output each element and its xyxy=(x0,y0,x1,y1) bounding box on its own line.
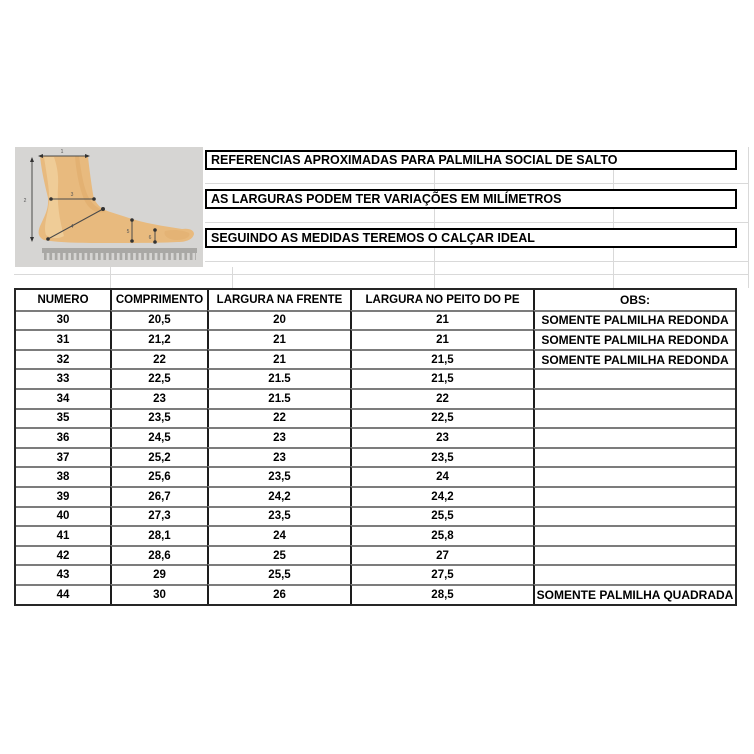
arrow-dot xyxy=(92,197,96,201)
table-header-cell: NUMERO xyxy=(37,293,89,306)
arrow-dot xyxy=(101,207,105,211)
table-cell: 27,5 xyxy=(350,564,533,584)
measure-label-3: 3 xyxy=(70,192,74,198)
arrow-dot xyxy=(130,218,134,222)
notice-box-width-variation xyxy=(205,189,737,209)
spreadsheet-gridline xyxy=(205,183,749,184)
table-cell: 25,8 xyxy=(350,525,533,545)
table-cell: 22 xyxy=(350,388,533,408)
table-cell: 44 xyxy=(16,584,110,604)
table-cell: 26 xyxy=(207,584,350,604)
table-cell: 23 xyxy=(110,388,207,408)
table-cell xyxy=(533,447,735,467)
table-cell xyxy=(533,545,735,565)
table-cell: 27 xyxy=(350,545,533,565)
table-cell: 21.5 xyxy=(207,388,350,408)
table-cell: 38 xyxy=(16,466,110,486)
table-cell xyxy=(533,525,735,545)
table-cell: 20 xyxy=(207,310,350,330)
measure-label-6: 6 xyxy=(148,235,152,241)
table-cell: 23,5 xyxy=(350,447,533,467)
table-cell: 21,5 xyxy=(350,368,533,388)
table-header-cell: LARGURA NA FRENTE xyxy=(207,290,350,310)
table-cell: 30 xyxy=(16,310,110,330)
table-cell: 43 xyxy=(16,564,110,584)
table-cell xyxy=(533,466,735,486)
spreadsheet-gridline xyxy=(110,267,111,288)
arrow-dot xyxy=(46,237,50,241)
table-cell: 28,6 xyxy=(110,545,207,565)
table-cell: 23 xyxy=(350,427,533,447)
table-cell: 21.5 xyxy=(207,368,350,388)
table-cell: 25 xyxy=(207,545,350,565)
table-cell xyxy=(533,564,735,584)
table-cell: 21,2 xyxy=(110,329,207,349)
table-cell: 24,2 xyxy=(207,486,350,506)
table-cell: 25,2 xyxy=(110,447,207,467)
table-cell: 22 xyxy=(110,349,207,369)
table-cell: SOMENTE PALMILHA REDONDA xyxy=(533,310,735,330)
table-cell: 23,5 xyxy=(207,466,350,486)
table-cell: 24,2 xyxy=(350,486,533,506)
table-cell: 21 xyxy=(350,310,533,330)
notice-box-references xyxy=(205,150,737,170)
table-cell: 27,3 xyxy=(110,506,207,526)
table-cell: 22 xyxy=(207,408,350,428)
table-cell: 34 xyxy=(16,388,110,408)
table-cell: SOMENTE PALMILHA REDONDA xyxy=(533,349,735,369)
table-header-cell: OBS: xyxy=(533,290,735,310)
measure-label-2: 2 xyxy=(23,198,27,204)
table-cell: 24 xyxy=(207,525,350,545)
table-cell: 39 xyxy=(16,486,110,506)
table-cell: 32 xyxy=(16,349,110,369)
table-cell: SOMENTE PALMILHA QUADRADA xyxy=(533,584,735,604)
notice-text: REFERENCIAS APROXIMADAS PARA PALMILHA SOCIAL DE SALTO xyxy=(211,153,618,167)
foot-figure-svg xyxy=(15,147,203,267)
table-cell: 21 xyxy=(207,349,350,369)
arrow-dot xyxy=(153,240,157,244)
table-cell: 28,5 xyxy=(350,584,533,604)
table-cell: 21,5 xyxy=(350,349,533,369)
table-cell: 35 xyxy=(16,408,110,428)
measure-label-4: 4 xyxy=(70,224,74,230)
table-cell: 31 xyxy=(16,329,110,349)
table-cell: 29 xyxy=(110,564,207,584)
spreadsheet-gridline xyxy=(14,274,749,275)
notice-text: SEGUINDO AS MEDIDAS TEREMOS O CALÇAR IDEAL xyxy=(211,231,535,245)
measure-label-1: 1 xyxy=(60,149,64,155)
table-cell: 22,5 xyxy=(350,408,533,428)
table-cell: 23,5 xyxy=(110,408,207,428)
table-cell: 23,5 xyxy=(207,506,350,526)
table-cell: SOMENTE PALMILHA REDONDA xyxy=(533,329,735,349)
table-cell: 25,6 xyxy=(110,466,207,486)
table-cell xyxy=(533,486,735,506)
spreadsheet-gridline xyxy=(748,147,749,288)
notice-box-ideal-fit xyxy=(205,228,737,248)
table-cell xyxy=(533,388,735,408)
table-cell: 25,5 xyxy=(350,506,533,526)
table-cell: 41 xyxy=(16,525,110,545)
spreadsheet-gridline xyxy=(205,261,749,262)
table-cell xyxy=(533,506,735,526)
table-header-cell: LARGURA NO PEITO DO PE xyxy=(350,290,533,310)
table-cell: 20,5 xyxy=(110,310,207,330)
table-cell: 36 xyxy=(16,427,110,447)
table-cell xyxy=(533,408,735,428)
table-cell: 23 xyxy=(207,427,350,447)
arrow-dot xyxy=(130,239,134,243)
table-cell: 33 xyxy=(16,368,110,388)
table-cell: 28,1 xyxy=(110,525,207,545)
table-cell: 42 xyxy=(16,545,110,565)
table-cell: 25,5 xyxy=(207,564,350,584)
table-cell: 40 xyxy=(16,506,110,526)
table-cell: 24 xyxy=(350,466,533,486)
arrow-dot xyxy=(49,197,53,201)
spreadsheet-gridline xyxy=(205,222,749,223)
table-cell: 37 xyxy=(16,447,110,467)
table-cell: 22,5 xyxy=(110,368,207,388)
foot-measurement-figure xyxy=(15,147,203,267)
table-cell: 30 xyxy=(110,584,207,604)
table-header-cell: COMPRIMENTO xyxy=(110,290,207,310)
notice-text: AS LARGURAS PODEM TER VARIAÇÕES EM MILÍMETROS xyxy=(211,192,562,206)
measure-label-5: 5 xyxy=(126,229,130,235)
table-cell xyxy=(533,427,735,447)
size-chart-table xyxy=(14,288,737,606)
table-cell: 26,7 xyxy=(110,486,207,506)
table-cell xyxy=(533,368,735,388)
spreadsheet-gridline xyxy=(232,267,233,288)
arrow-dot xyxy=(153,228,157,232)
table-cell: 21 xyxy=(350,329,533,349)
table-cell: 23 xyxy=(207,447,350,467)
table-cell: 21 xyxy=(207,329,350,349)
table-cell: 24,5 xyxy=(110,427,207,447)
